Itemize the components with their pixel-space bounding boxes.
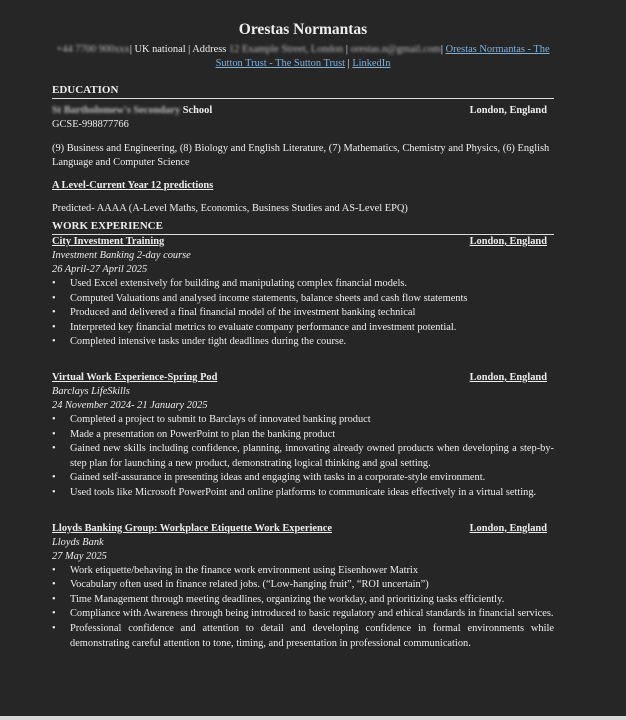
bullet-item: • Computed Valuations and analysed income statements, balance sheets and cash flow statements — [70, 292, 554, 307]
job-location: London, England — [469, 236, 547, 247]
bullet-item: • Interpreted key financial metrics to evaluate company performance and investment potential. — [70, 321, 554, 336]
job-entry — [52, 371, 554, 501]
job-bullets — [52, 413, 554, 501]
work-heading: WORK EXPERIENCE — [52, 220, 554, 235]
job-dates: 24 November 2024- 21 January 2025 — [52, 399, 208, 411]
email-redacted: orestas.n@gmail.com — [350, 44, 441, 55]
job-subtitle: Barclays LifeSkills — [52, 385, 130, 397]
phone-redacted: +44 7700 900xxx — [56, 44, 130, 55]
bullet-item: • Gained self-assurance in presenting ideas and engaging with tasks in a corporate-style environment. — [70, 471, 554, 486]
job-title: Virtual Work Experience-Spring Pod — [52, 371, 218, 383]
bullet-item: • Time Management through meeting deadlines, organizing the workday, and prioritizing tasks efficiently. — [70, 593, 554, 608]
alevel-heading: A Level-Current Year 12 predictions — [52, 180, 214, 191]
job-location: London, England — [469, 371, 547, 383]
job-dates: 27 May 2025 — [52, 550, 107, 562]
linkedin-link[interactable]: LinkedIn — [352, 58, 391, 69]
resume-content — [52, 20, 554, 651]
bullet-item: • Compliance with Awareness through being introduced to basic regulatory and ethical standards in financial services. — [70, 607, 554, 622]
bullet-item: • Completed intensive tasks under tight deadlines during the course. — [70, 335, 554, 350]
bullet-item: • Professional confidence and attention to detail and developing confidence in formal environments while demonstrating careful attention to tone, timing, and presentation in professional communication. — [70, 622, 554, 651]
job-title-row — [52, 371, 554, 385]
bullet-item: • Produced and delivered a final financial model of the investment banking technical — [70, 306, 554, 321]
job-dates: 26 April-27 April 2025 — [52, 264, 148, 275]
bullet-item: • Work etiquette/behaving in the finance work environment using Eisenhower Matrix — [70, 564, 554, 579]
job-title-row — [52, 235, 554, 249]
school-name-redacted: St Bartholomew's Secondary — [52, 105, 181, 116]
job-title-row — [52, 522, 554, 536]
contact-line: +44 7700 900xxx| UK national | Address 12 Example Street, London | orestas.n@gmail.com| Orestas Normantas - The Sutton Trust - The Sutton Trust | LinkedIn — [56, 44, 550, 69]
bullet-item: • Gained new skills including confidence, planning, innovating already owned products when developing a step-by-step plan for launching a new product, demonstrating logical thinking and goal setting. — [70, 442, 554, 471]
address-redacted: 12 Example Street, London — [228, 44, 344, 55]
alevel-detail: Predicted- AAAA (A-Level Maths, Economics, Business Studies and AS-Level EPQ) — [52, 203, 408, 214]
school-row — [52, 104, 554, 118]
job-subtitle: Lloyds Bank — [52, 536, 104, 548]
school-location: London, England — [469, 105, 547, 116]
job-title: City Investment Training — [52, 236, 165, 247]
school-suffix: School — [182, 105, 213, 116]
nationality-text: | UK national | Address — [129, 44, 227, 55]
candidate-name: Orestas Normantas — [238, 21, 368, 38]
page-bottom-edge — [0, 716, 626, 720]
bullet-item: • Made a presentation on PowerPoint to plan the banking product — [70, 428, 554, 443]
job-subtitle: Investment Banking 2-day course — [52, 250, 191, 261]
gcse-label: GCSE-998877766 — [52, 119, 129, 130]
job-bullets — [52, 277, 554, 350]
bullet-item: • Used Excel extensively for building and manipulating complex financial models. — [70, 277, 554, 292]
bullet-item: • Used tools like Microsoft PowerPoint and online platforms to communicate ideas effectively in a virtual setting. — [70, 486, 554, 501]
job-bullets — [52, 564, 554, 652]
gcse-detail: (9) Business and Engineering, (8) Biology and English Literature, (7) Mathematics, Chemistry and Physics, (6) English Language and Computer Science — [52, 143, 550, 168]
sutton-trust-link[interactable]: Orestas Normantas - The Sutton Trust - The Sutton Trust — [215, 44, 550, 69]
bullet-item: • Completed a project to submit to Barclays of innovated banking product — [70, 413, 554, 428]
job-entry — [52, 235, 554, 350]
education-heading: EDUCATION — [52, 84, 554, 99]
job-title: Lloyds Banking Group: Workplace Etiquette Work Experience — [52, 522, 333, 534]
job-location: London, England — [469, 522, 547, 534]
bullet-item: • Vocabulary often used in finance related jobs. (“Low-hanging fruit”, “ROI uncertain”) — [70, 578, 554, 593]
job-entry — [52, 522, 554, 652]
